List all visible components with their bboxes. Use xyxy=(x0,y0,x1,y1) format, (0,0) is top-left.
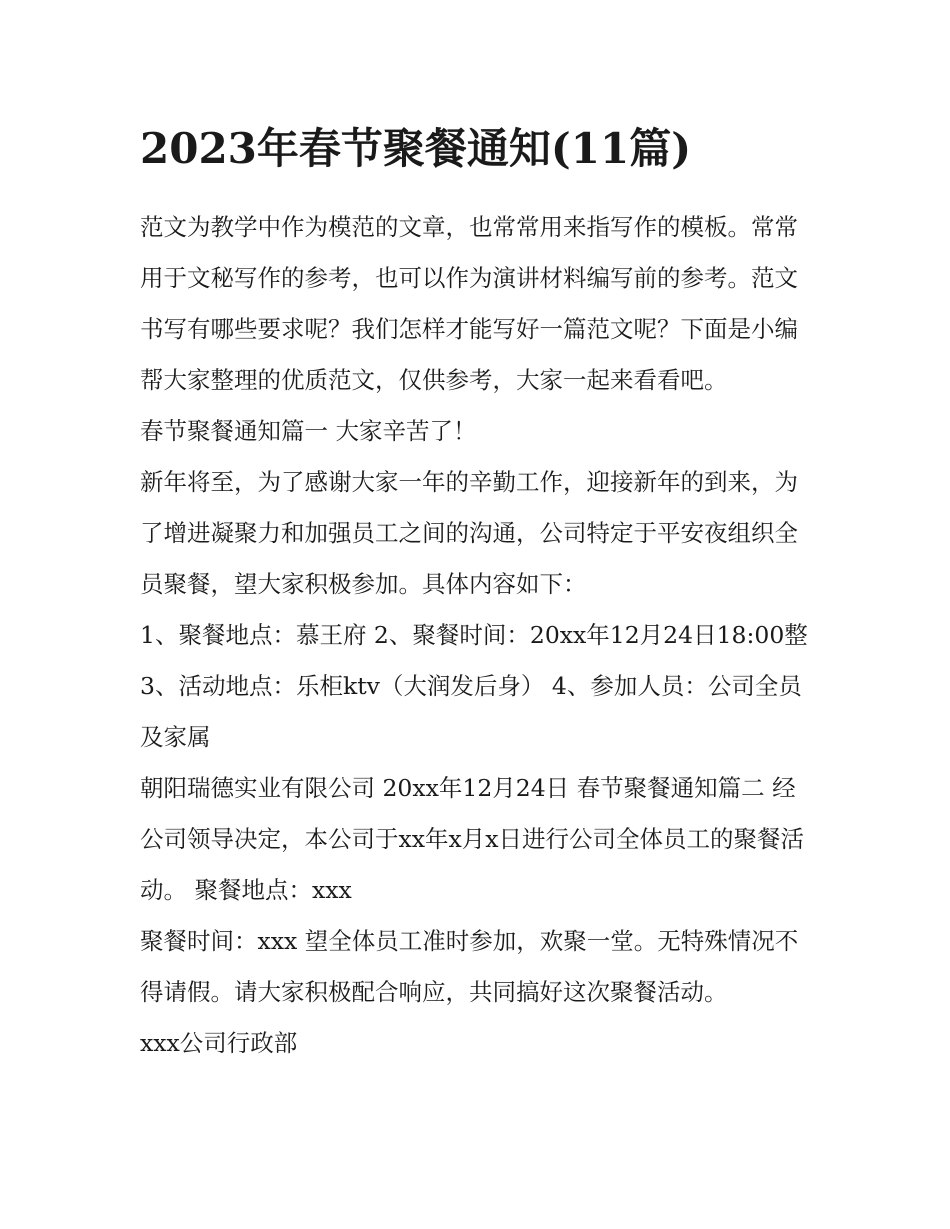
paragraph-notice-two-time: 聚餐时间：xxx 望全体员工准时参加，欢聚一堂。无特殊情况不得请假。请大家积极配合响应，共同搞好这次聚餐活动。 xyxy=(140,927,799,1006)
paragraph-notice-one-heading: 春节聚餐通知篇一 大家辛苦了！ xyxy=(140,417,477,445)
document-page xyxy=(140,118,815,1069)
document-title: 2023年春节聚餐通知(11篇) xyxy=(140,124,692,173)
paragraph-notice-one-details: 1、聚餐地点：慕王府 2、聚餐时间：20xx年12月24日18:00整 3、活动地点：乐柜ktv（大润发后身） 4、参加人员：公司全员及家属 xyxy=(140,621,808,751)
paragraph-signature: xxx公司行政部 xyxy=(140,1029,298,1057)
paragraph-notice-two-body: 朝阳瑞德实业有限公司 20xx年12月24日 春节聚餐通知篇二 经公司领导决定，本公司于xx年x月x日进行公司全体员工的聚餐活动。 聚餐地点：xxx xyxy=(140,774,805,904)
paragraph-notice-one-body: 新年将至，为了感谢大家一年的辛勤工作，迎接新年的到来，为了增进凝聚力和加强员工之间的沟通，公司特定于平安夜组织全员聚餐，望大家积极参加。具体内容如下： xyxy=(140,468,798,598)
paragraph-intro: 范文为教学中作为模范的文章，也常常用来指写作的模板。常常用于文秘写作的参考，也可以作为演讲材料编写前的参考。范文书写有哪些要求呢？我们怎样才能写好一篇范文呢？下面是小编帮大家整理的优质范文，仅供参考，大家一起来看看吧。 xyxy=(140,213,798,394)
